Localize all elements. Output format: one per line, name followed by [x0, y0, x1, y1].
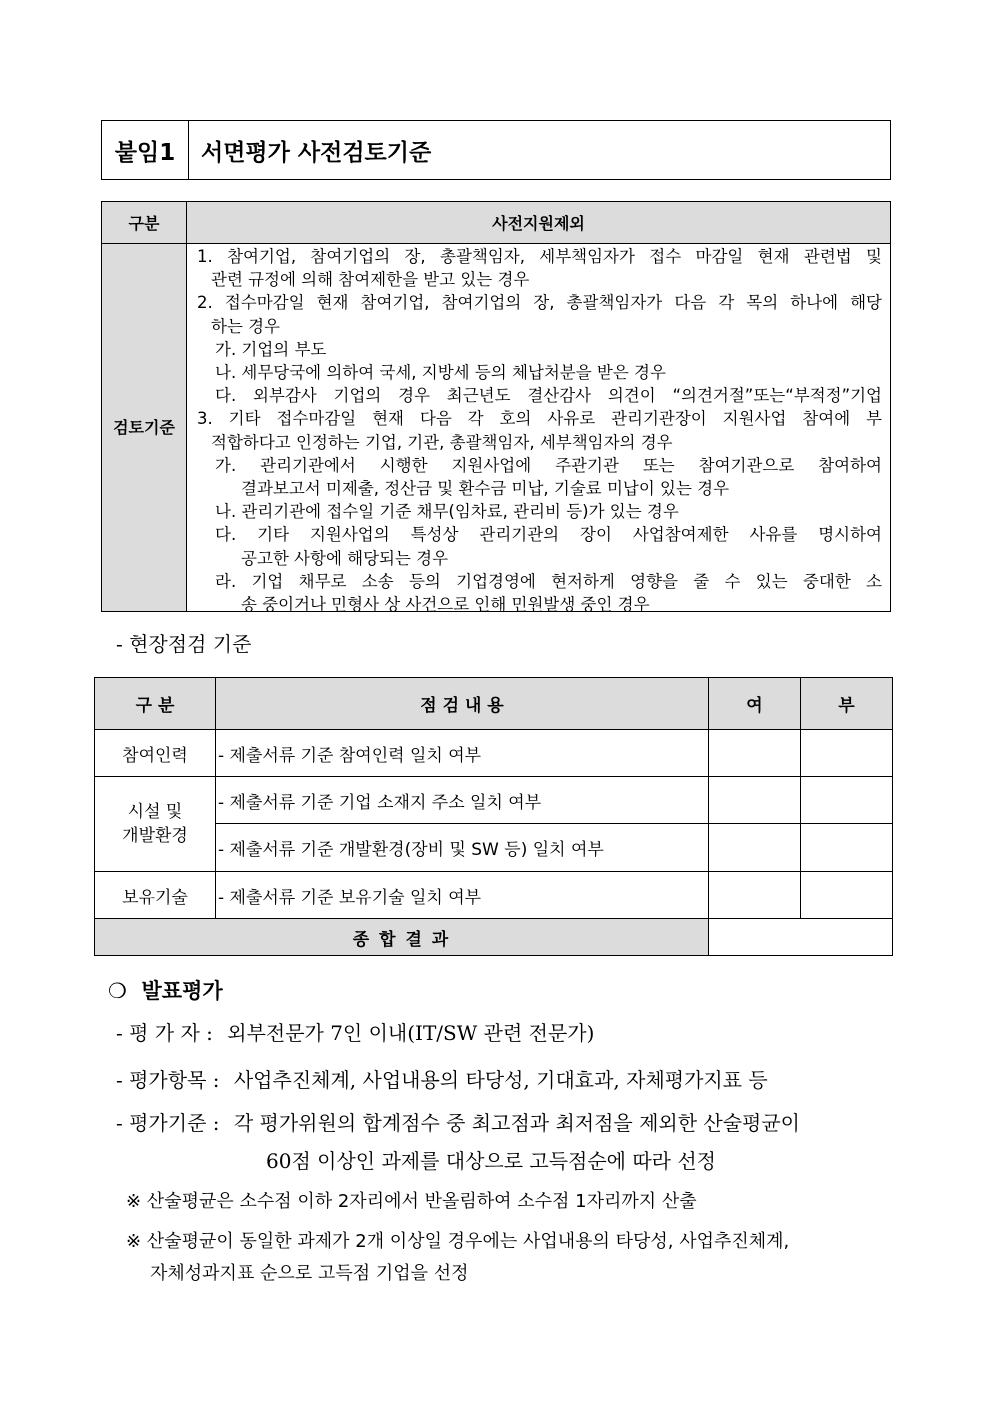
no-checkbox-cell[interactable]	[801, 730, 893, 777]
no-checkbox-cell[interactable]	[801, 824, 893, 872]
criteria-line: 라. 기업 채무로 소송 등의 기업경영에 현저하게 영향을 줄 수 있는 중대한 소	[215, 571, 882, 591]
item-label: - 평 가 자 :	[116, 1021, 213, 1045]
title-box	[101, 120, 891, 180]
criteria-line: 공고한 사항에 해당되는 경우	[241, 548, 449, 568]
item-text: 외부전문가 7인 이내(IT/SW 관련 전문가)	[227, 1021, 595, 1045]
check-item-cell: - 제출서류 기준 참여인력 일치 여부	[216, 730, 709, 777]
criteria-line: 3. 기타 접수마감일 현재 다음 각 호의 사유로 관리기관장이 지원사업 참여에 부	[197, 409, 882, 429]
criteria-line: 2. 접수마감일 현재 참여기업, 참여기업의 장, 총괄책임자가 다음 각 목의 하나에 해당	[197, 293, 882, 313]
yes-checkbox-cell[interactable]	[709, 824, 801, 872]
check-item-cell: - 제출서류 기준 보유기술 일치 여부	[216, 872, 709, 919]
criteria-line: 다. 기타 지원사업의 특성상 관리기관의 장이 사업참여제한 사유를 명시하여	[215, 525, 882, 545]
criteria-line: 가. 기업의 부도	[215, 339, 327, 359]
presentation-title: 발표평가	[141, 978, 223, 1003]
yes-checkbox-cell[interactable]	[709, 872, 801, 919]
header-no: 부	[801, 678, 893, 730]
bullet-icon: ❍	[108, 979, 127, 1003]
criteria-line: 1. 참여기업, 참여기업의 장, 총괄책임자, 세부책임자가 접수 마감일 현재 관련법 및	[197, 247, 882, 266]
check-item-cell: - 제출서류 기준 개발환경(장비 및 SW 등) 일치 여부	[216, 824, 709, 872]
category-cell: 시설 및 개발환경	[95, 777, 216, 872]
criteria-line: 관련 규정에 의해 참여제한을 받고 있는 경우	[211, 270, 530, 290]
note-2-cont: 자체성과지표 순으로 고득점 기업을 선정	[150, 1263, 469, 1284]
header-category: 구 분	[95, 678, 216, 730]
header-yes: 여	[709, 678, 801, 730]
total-result-cell[interactable]	[709, 919, 893, 956]
header-exclusion: 사전지원제외	[187, 202, 890, 244]
total-result-label: 종 합 결 과	[95, 919, 709, 956]
site-inspection-heading: - 현장점검 기준	[116, 632, 252, 656]
criteria-line: 다. 외부감사 기업의 경우 최근년도 결산감사 의견이 “의견거절”또는“부적정”기업	[215, 386, 882, 406]
header-check-content: 점 검 내 용	[216, 678, 709, 730]
criteria-line: 송 중이거나 민형사 상 사건으로 인해 민원발생 중인 경우	[241, 595, 650, 615]
criteria-line: 결과보고서 미제출, 정산금 및 환수금 미납, 기술료 미납이 있는 경우	[241, 479, 730, 499]
yes-checkbox-cell[interactable]	[709, 777, 801, 824]
no-checkbox-cell[interactable]	[801, 777, 893, 824]
attachment-tag: 붙임1	[102, 121, 189, 179]
criteria-line: 가. 관리기관에서 시행한 지원사업에 주관기관 또는 참여기관으로 참여하여	[215, 455, 882, 475]
check-item-cell: - 제출서류 기준 기업 소재지 주소 일치 여부	[216, 777, 709, 824]
evaluator-line	[116, 1017, 594, 1046]
evaluation-criteria-line	[116, 1107, 800, 1136]
no-checkbox-cell[interactable]	[801, 872, 893, 919]
evaluation-criteria-cont: 60점 이상인 과제를 대상으로 고득점순에 따라 선정	[266, 1149, 716, 1173]
page-title: 서면평가 사전검토기준	[201, 139, 432, 166]
item-label: - 평가기준 :	[116, 1111, 220, 1135]
item-label: - 평가항목 :	[116, 1068, 220, 1092]
header-category: 구분	[102, 202, 187, 244]
side-label-review-criteria: 검토기준	[102, 244, 187, 611]
exclusion-criteria-list	[187, 244, 890, 615]
presentation-heading	[108, 975, 223, 1005]
yes-checkbox-cell[interactable]	[709, 730, 801, 777]
note-2: ※ 산술평균이 동일한 과제가 2개 이상일 경우에는 사업내용의 타당성, 사업추진체계,	[126, 1231, 790, 1252]
note-1: ※ 산술평균은 소수점 이하 2자리에서 반올림하여 소수점 1자리까지 산출	[126, 1191, 697, 1212]
item-text: 사업추진체계, 사업내용의 타당성, 기대효과, 자체평가지표 등	[233, 1068, 768, 1092]
criteria-line: 하는 경우	[211, 316, 281, 336]
criteria-line: 적합하다고 인정하는 기업, 기관, 총괄책임자, 세부책임자의 경우	[211, 432, 673, 452]
category-cell: 참여인력	[95, 730, 216, 777]
pre-review-table	[101, 201, 891, 615]
criteria-line: 나. 관리기관에 접수일 기준 채무(임차료, 관리비 등)가 있는 경우	[215, 502, 679, 522]
evaluation-items-line	[116, 1064, 768, 1093]
criteria-line: 나. 세무당국에 의하여 국세, 지방세 등의 체납처분을 받은 경우	[215, 363, 666, 383]
site-inspection-table	[94, 677, 893, 956]
category-cell: 보유기술	[95, 872, 216, 919]
item-text: 각 평가위원의 합계점수 중 최고점과 최저점을 제외한 산술평균이	[233, 1111, 801, 1135]
